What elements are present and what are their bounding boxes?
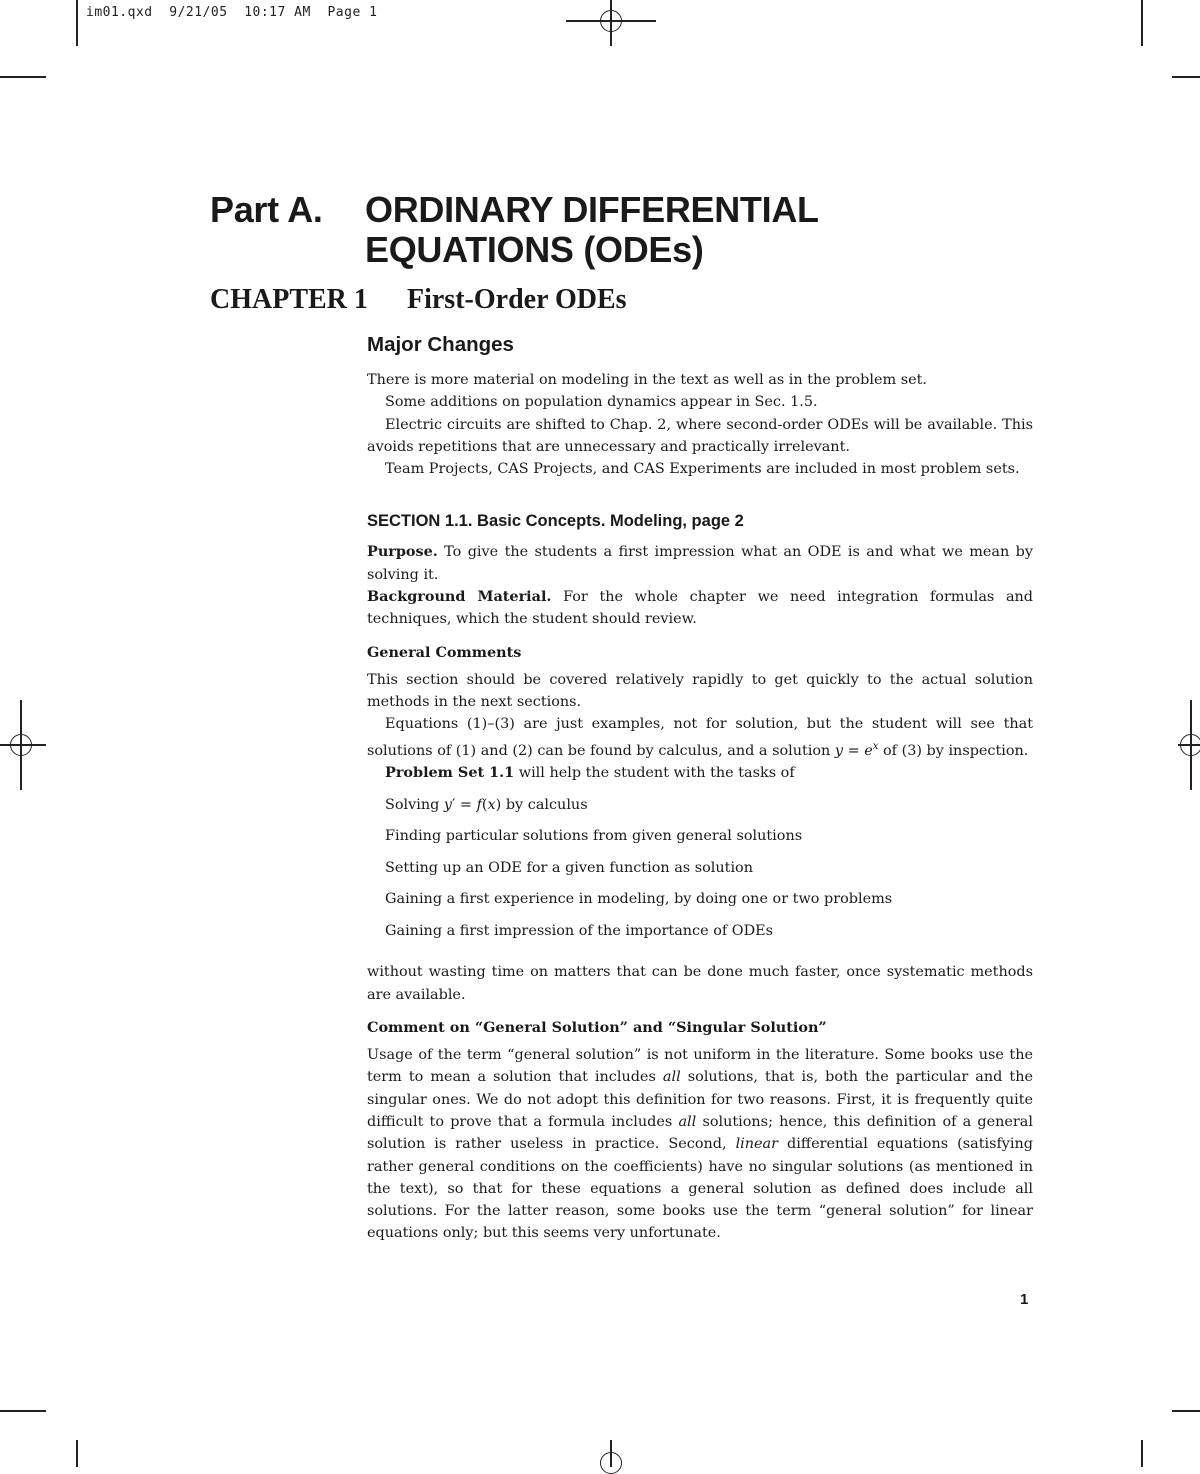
major-changes-paragraph-2: Some additions on population dynamics appear in Sec. 1.5.	[385, 394, 818, 411]
main-content	[367, 332, 1033, 1245]
task-1-paren-close: )	[495, 796, 502, 813]
comment-text-c: solutions; hence, this definition of a general solution is rather useless in practice. Second,	[367, 1113, 1033, 1153]
part-title	[210, 190, 819, 270]
purpose-paragraph	[367, 541, 1033, 586]
section-heading: SECTION 1.1. Basic Concepts. Modeling, page 2	[367, 512, 744, 531]
task-1-text-a: Solving	[385, 796, 444, 813]
math-e: e	[864, 742, 873, 759]
major-changes-paragraph-1: There is more material on modeling in the text as well as in the problem set.	[367, 372, 927, 388]
task-item-5: Gaining a first impression of the importance of ODEs	[385, 922, 773, 939]
math-y: y	[834, 742, 844, 759]
problem-set-paragraph	[367, 762, 1033, 784]
general-comments-heading: General Comments	[367, 643, 522, 661]
page-number: 1	[1020, 1291, 1029, 1308]
comment-paragraph	[367, 1044, 1033, 1245]
major-changes-paragraph-3: Electric circuits are shifted to Chap. 2, where second-order ODEs will be available. This avoids repetitions that are unnecessary and practically irrelevant.	[367, 416, 1033, 455]
chapter-number: CHAPTER 1	[210, 284, 368, 315]
chapter-heading	[210, 284, 627, 316]
comment-heading: Comment on “General Solution” and “Singular Solution”	[367, 1019, 827, 1037]
math-equals: =	[843, 742, 865, 759]
part-label: Part A.	[210, 189, 323, 230]
file-slug: im01.qxd 9/21/05 10:17 AM Page 1	[86, 5, 378, 20]
task-list	[385, 794, 1033, 952]
comment-text-a: Usage of the term “general solution” is not uniform in the literature. Some books use the term to mean a solution that includes	[367, 1047, 1033, 1086]
problem-set-text: will help the student with the tasks of	[514, 764, 795, 781]
background-label: Background Material.	[367, 588, 552, 606]
problem-set-label: Problem Set 1.1	[385, 763, 515, 781]
task-1-paren-open: (	[481, 796, 488, 813]
task-item-3: Setting up an ODE for a given function as solution	[385, 859, 753, 876]
background-text: For the whole chapter we need integration formulas and techniques, which the student should review.	[367, 589, 1034, 628]
background-paragraph	[367, 586, 1033, 631]
task-1-prime: ′	[452, 796, 456, 813]
part-title-line2: EQUATIONS (ODEs)	[365, 229, 704, 270]
comment-emph-all-1: all	[662, 1069, 681, 1086]
general-comments-paragraph-2	[367, 713, 1033, 761]
task-1-equals: =	[455, 796, 477, 813]
comment-emph-all-2: all	[678, 1113, 697, 1130]
math-exponent-x: x	[872, 740, 879, 752]
part-title-line1: ORDINARY DIFFERENTIAL	[365, 189, 819, 230]
major-changes-heading: Major Changes	[367, 333, 514, 356]
task-1-math-x: x	[487, 796, 496, 813]
major-changes-paragraph-4: Team Projects, CAS Projects, and CAS Experiments are included in most problem sets.	[385, 461, 1020, 478]
comment-text-d: differential equations (satisfying rather general conditions on the coefficients) have no singular solutions (as mentioned in the text), so that for these equations a general solution as defined does include all solutions. For the latter reason, some books use the term “general solution” for linear equations only; but this seems very unfortunate.	[367, 1136, 1033, 1242]
task-item-1	[385, 794, 1033, 826]
purpose-text: To give the students a first impression what an ODE is and what we mean by solving it.	[367, 544, 1033, 583]
task-1-text-b: by calculus	[501, 796, 588, 813]
task-1-math-f: f	[476, 796, 482, 813]
task-item-4: Gaining a first experience in modeling, by doing one or two problems	[385, 891, 893, 908]
task-item-2: Finding particular solutions from given general solutions	[385, 828, 803, 845]
purpose-label: Purpose.	[367, 543, 438, 561]
comment-text-b: solutions, that is, both the particular and the singular ones. We do not adopt this definition for two reasons. First, it is frequently quite difficult to prove that a formula includes	[367, 1069, 1033, 1130]
gc-text-b: of (3) by inspection.	[878, 742, 1029, 759]
comment-emph-linear: linear	[735, 1136, 779, 1153]
general-comments-paragraph-1: This section should be covered relatively rapidly to get quickly to the actual solution methods in the next sections.	[367, 671, 1033, 710]
after-tasks-paragraph: without wasting time on matters that can be done much faster, once systematic methods are available.	[367, 964, 1033, 1003]
chapter-title: First-Order ODEs	[407, 284, 627, 315]
gc-text-a: Equations (1)–(3) are just examples, not for solution, but the student will see that solutions of (1) and (2) can be found by calculus, and a solution	[367, 716, 1033, 759]
task-1-math-y: y	[443, 796, 453, 813]
